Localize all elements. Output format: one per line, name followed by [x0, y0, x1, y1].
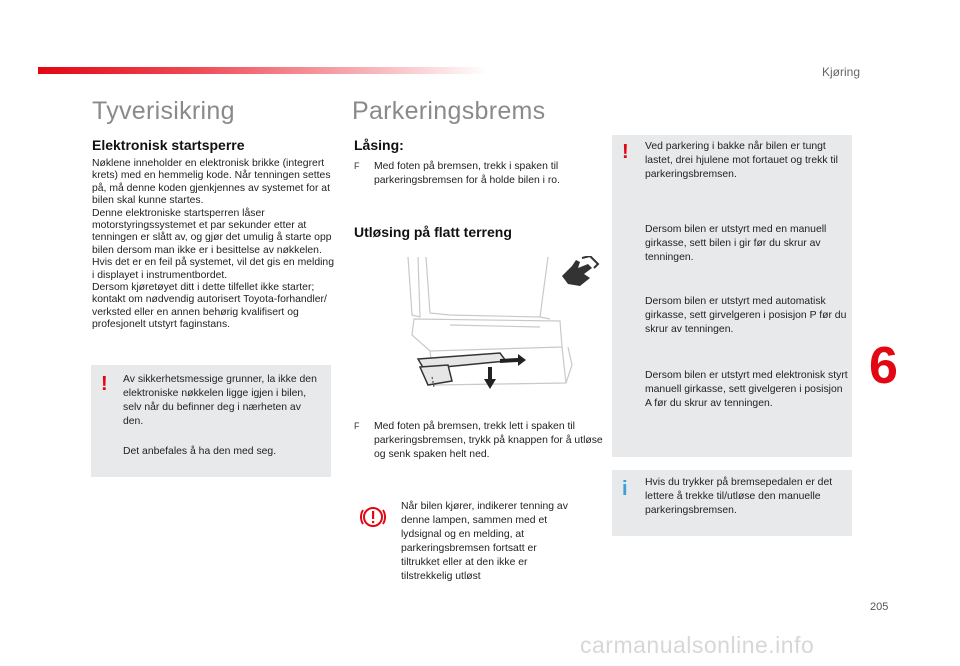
info-icon: i: [622, 478, 628, 500]
release-bullet-text: Med foten på bremsen, trekk lett i spaken til parkeringsbremsen, trykk på knappen for å utløse og senk spaken helt ned.: [374, 421, 603, 460]
brake-warning-lamp-icon: [360, 504, 386, 530]
section-label: Kjøring: [821, 65, 860, 79]
theft-warning-text-1: Av sikkerhetsmessige grunner, la ikke den elektroniske nøkkelen ligge igjen i bilen, selv når du befinner deg i nærheten av den.: [123, 374, 317, 427]
warning-icon: !: [622, 141, 629, 163]
lamp-note: Når bilen kjører, indikerer tenning av denne lampen, sammen med et lydsignal og en melding, at parkeringsbremsen fortsatt er tiltrukket eller at den ikke er tilstrekkelig utløst: [401, 501, 568, 582]
parking-warning-item-4: Dersom bilen er utstyrt med elektronisk styrt manuell girkasse, sett givelgeren i posisjon A før du skrur av tenningen.: [645, 370, 848, 409]
left-subtitle: Elektronisk startsperre: [92, 137, 245, 153]
brake-info-text: Hvis du trykker på bremsepedalen er det lettere å trekke til/utløse den manuelle parkeringsbremsen.: [645, 477, 833, 516]
locking-heading: Låsing:: [354, 137, 404, 153]
startsperre-paragraph: Nøklene inneholder en elektronisk brikke (integrert krets) med en hemmelig kode. Når tenningen settes på, må denne koden gjenkjennes av systemet for at bilen skal kunne startes. Denne elektroniske startsperren låser motorstyringssystemet et par sekunder etter at tenningen er slått av, og gjør det umulig å starte opp bilen dersom man ikke er i besittelse av nøkkelen. Hvis det er en feil på systemet, vil det gis en melding i displayet i instrumentbordet. Dersom kjøretøyet ditt i dette tilfellet ikke starter; kontakt om nødvendig autorisert Toyota-forhandler/ verksted eller en annen behørig kvalifisert og profesjonelt utstyrt faginstans.: [92, 158, 334, 331]
left-title: Tyverisikring: [92, 97, 235, 125]
page-number: 205: [870, 601, 889, 613]
release-heading: Utløsing på flatt terreng: [354, 224, 512, 240]
theft-warning-text-2: Det anbefales å ha den med seg.: [123, 446, 277, 457]
parking-warning-item-1: Ved parkering i bakke når bilen er tungt lastet, drei hjulene mot fortauet og trekk til parkeringsbremsen.: [645, 141, 838, 180]
bullet-marker: F: [354, 421, 360, 431]
chapter-number: 6: [869, 337, 898, 395]
bullet-marker: F: [354, 161, 360, 171]
locking-bullet: [354, 160, 606, 188]
parking-warning-item-3: Dersom bilen er utstyrt med automatisk girkasse, sett girvelgeren i posisjon P før du skrur av tenningen.: [645, 296, 847, 335]
locking-bullet-text: Med foten på bremsen, trekk i spaken til parkeringsbremsen for å holde bilen i ro.: [374, 161, 560, 186]
header-accent-bar: [38, 67, 488, 74]
parking-warning-item-2: Dersom bilen er utstyrt med en manuell girkasse, sett bilen i gir før du skrur av tenningen.: [645, 224, 827, 263]
release-bullet: [354, 420, 614, 461]
brake-lever-hand-icon: [558, 256, 600, 290]
watermark: carmanualsonline.info: [580, 632, 815, 658]
theft-warning-box: [91, 365, 331, 477]
middle-title: Parkeringsbrems: [352, 97, 546, 125]
warning-icon: !: [101, 373, 108, 395]
